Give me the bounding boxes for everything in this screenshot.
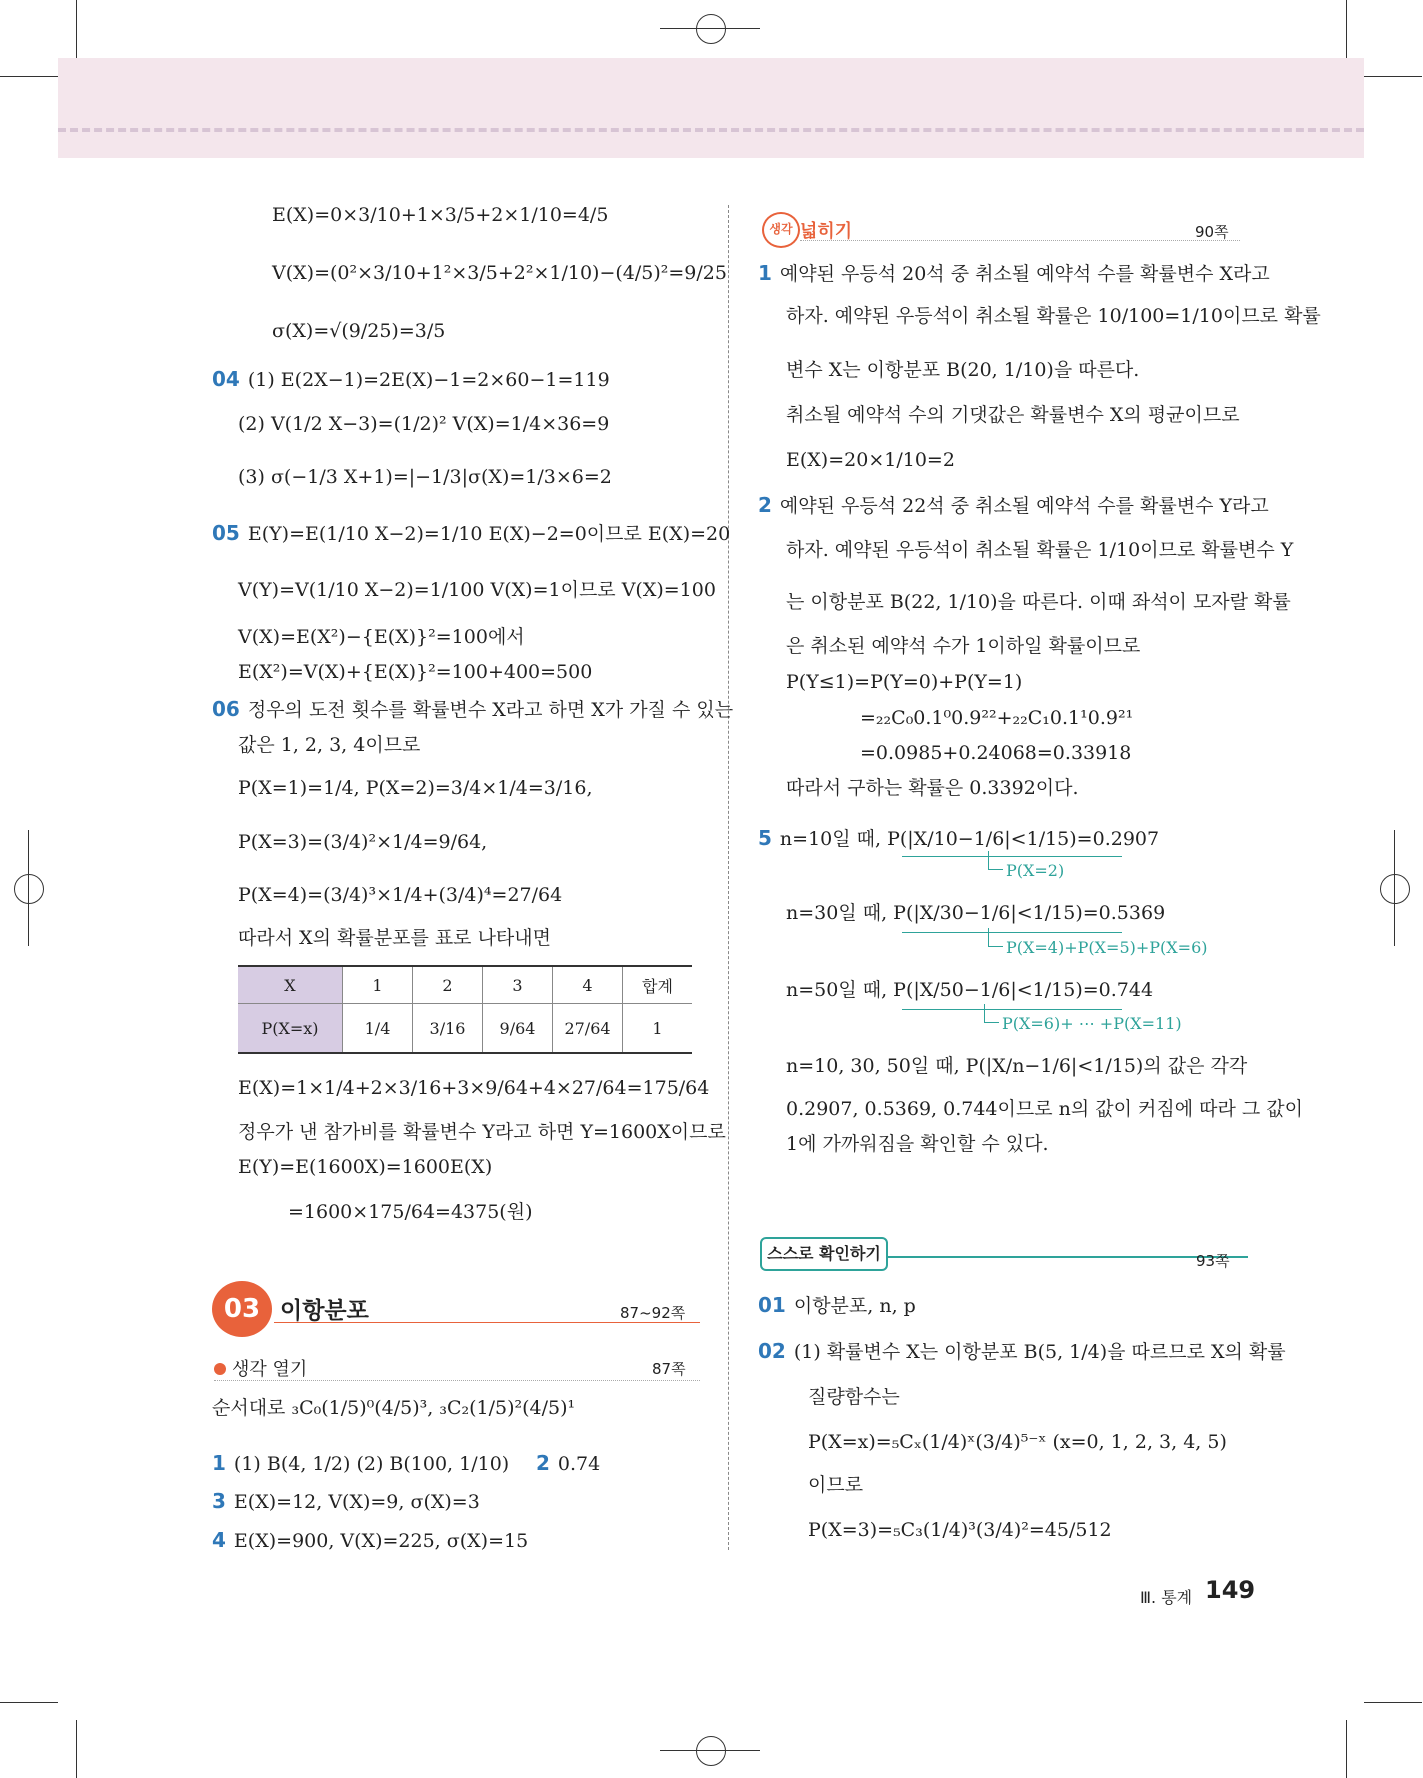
p2-line-8: 따라서 구하는 확률은 0.3392이다. [786,777,1079,799]
table-header-cell: X [238,966,343,1004]
a01 [758,1294,916,1318]
table-header-cell: 3 [483,966,553,1004]
answer-4-number: 4 [212,1528,226,1552]
p1-line-1: 예약된 우등석 20석 중 취소될 예약석 수를 확률변수 X라고 [779,263,1270,285]
p1-number: 1 [758,261,772,285]
p5 [758,827,1159,851]
q06 [212,698,733,722]
q06-after-3: E(Y)=E(1600X)=1600E(X) [238,1156,493,1178]
table-header-cell: 4 [553,966,623,1004]
p1-line-3: 변수 X는 이항분포 B(20, 1/10)을 따른다. [786,359,1140,381]
p5-underline [902,1009,1122,1010]
q06-line-5: P(X=4)=(3/4)³×1/4+(3/4)⁴=27/64 [238,884,563,906]
distribution-table [238,965,692,1054]
p2-line-7: =0.0985+0.24068=0.33918 [860,742,1132,764]
p1-line-5: E(X)=20×1/10=2 [786,449,955,471]
sub-heading-page: 87쪽 [652,1360,686,1378]
crop-mark [1346,0,1347,58]
sub-heading-rule [214,1380,700,1381]
header-band [58,58,1364,158]
column-divider [728,205,729,1550]
p5-note-1: P(X=2) [1006,861,1065,880]
section-title: 이항분포 [280,1298,369,1324]
vx-line: V(X)=(0²×3/10+1²×3/5+2²×1/10)−(4/5)²=9/25 [272,262,727,284]
p2-line-1: 예약된 우등석 22석 중 취소될 예약석 수를 확률변수 Y라고 [779,495,1269,517]
crop-mark [0,76,58,77]
table-cell: 1/4 [343,1004,413,1054]
a02-line-3: P(X=x)=₅Cₓ(1/4)ˣ(3/4)⁵⁻ˣ (x=0, 1, 2, 3, 4, 5) [808,1431,1227,1453]
q05-number: 05 [212,521,240,545]
p5-line-6: 1에 가까워짐을 확인할 수 있다. [786,1133,1049,1155]
a02 [758,1340,1286,1364]
p2-line-3: 는 이항분포 B(22, 1/10)을 따른다. 이때 좌석이 모자랄 확률 [786,591,1291,613]
registration-mark [1380,874,1410,904]
q06-line-2: 값은 1, 2, 3, 4이므로 [238,734,421,756]
table-cell: 27/64 [553,1004,623,1054]
section-pages: 87~92쪽 [620,1304,686,1322]
a02-line-2: 질량함수는 [808,1386,900,1408]
order-line: 순서대로 ₃C₀(1/5)⁰(4/5)³, ₃C₂(1/5)²(4/5)¹ [212,1397,576,1419]
q06-line-6: 따라서 X의 확률분포를 표로 나타내면 [238,927,551,949]
q05-line-2: V(Y)=V(1/10 X−2)=1/100 V(X)=1이므로 V(X)=100 [238,579,716,601]
self-check-rule [886,1256,1248,1258]
registration-mark [696,1736,726,1766]
crop-mark [1346,1720,1347,1778]
table-cell: 3/16 [413,1004,483,1054]
table-cell: 9/64 [483,1004,553,1054]
q04 [212,368,610,392]
answer-1-number: 1 [212,1451,226,1475]
p5-note-2: P(X=4)+P(X=5)+P(X=6) [1006,938,1208,957]
a01-number: 01 [758,1293,786,1317]
p5-line-5: 0.2907, 0.5369, 0.744이므로 n의 값이 커짐에 따라 그 값이 [786,1098,1303,1120]
q06-line-1: 정우의 도전 횟수를 확률변수 X라고 하면 X가 가질 수 있는 [247,699,734,721]
q05 [212,522,730,546]
p5-underline [902,932,1122,933]
self-check-label: 스스로 확인하기 [760,1237,888,1271]
table-cell: P(X=x) [238,1004,343,1054]
section-badge: 03 [212,1281,272,1337]
q06-after-4: =1600×175/64=4375(원) [288,1201,533,1223]
registration-mark [696,14,726,44]
crop-mark [1364,76,1422,77]
p5-note-3: P(X=6)+ ⋯ +P(X=11) [1002,1014,1182,1033]
crop-mark [28,830,29,946]
table-row [238,966,692,1004]
crop-mark [660,1750,760,1751]
table-cell: 1 [623,1004,693,1054]
answer-2-number: 2 [536,1451,550,1475]
table-header-cell: 2 [413,966,483,1004]
answer-4-text: E(X)=900, V(X)=225, σ(X)=15 [233,1530,529,1552]
chapter-label: Ⅲ. 통계 [1140,1588,1193,1607]
p5-underline [902,856,1122,857]
section-rule [274,1322,700,1323]
sigma-line: σ(X)=√(9/25)=3/5 [272,320,446,342]
p5-line-1: n=10일 때, P(|X/10−1/6|<1/15)=0.2907 [779,828,1160,850]
q06-number: 06 [212,697,240,721]
p5-number: 5 [758,826,772,850]
bullet-icon [214,1363,226,1375]
crop-mark [1364,1702,1422,1703]
p2-line-5: P(Y≤1)=P(Y=0)+P(Y=1) [786,671,1023,693]
answer-4 [212,1529,528,1553]
answer-1-text: (1) B(4, 1/2) (2) B(100, 1/10) [233,1453,510,1475]
ex-line-1: E(X)=0×3/10+1×3/5+2×1/10=4/5 [272,204,609,226]
a01-text: 이항분포, n, p [793,1295,916,1317]
p1 [758,262,1270,286]
q05-line-4: E(X²)=V(X)+{E(X)}²=100+400=500 [238,661,593,683]
q06-line-4: P(X=3)=(3/4)²×1/4=9/64, [238,831,488,853]
a02-line-5: P(X=3)=₅C₃(1/4)³(3/4)²=45/512 [808,1519,1112,1541]
crop-mark [660,28,760,29]
q05-line-1: E(Y)=E(1/10 X−2)=1/10 E(X)−2=0이므로 E(X)=20 [247,523,731,545]
table-header-cell: 1 [343,966,413,1004]
think-tag-icon: 생각 [762,212,800,248]
answer-3 [212,1490,480,1514]
p5-line-4: n=10, 30, 50일 때, P(|X/n−1/6|<1/15)의 값은 각각 [786,1055,1248,1077]
think-page: 90쪽 [1195,223,1229,241]
p5-line-2: n=30일 때, P(|X/30−1/6|<1/15)=0.5369 [786,902,1166,924]
think-rule [800,240,1240,241]
think-label: 넓히기 [800,221,853,242]
p2-line-4: 은 취소된 예약석 수가 1이하일 확률이므로 [786,635,1141,657]
p5-line-3: n=50일 때, P(|X/50−1/6|<1/15)=0.744 [786,979,1154,1001]
page-number: 149 [1205,1576,1256,1604]
header-dashed-rule [58,128,1364,132]
q06-after-1: E(X)=1×1/4+2×3/16+3×9/64+4×27/64=175/64 [238,1077,710,1099]
q04-number: 04 [212,367,240,391]
answer-2 [536,1452,600,1476]
sub-heading-label: 생각 열기 [232,1359,308,1380]
sub-heading [214,1355,307,1381]
p1-line-4: 취소될 예약석 수의 기댓값은 확률변수 X의 평균이므로 [786,404,1240,426]
answer-3-text: E(X)=12, V(X)=9, σ(X)=3 [233,1491,480,1513]
answer-2-text: 0.74 [557,1453,601,1475]
crop-mark [0,1702,58,1703]
q05-line-3: V(X)=E(X²)−{E(X)}²=100에서 [238,626,525,648]
a02-number: 02 [758,1339,786,1363]
registration-mark [14,874,44,904]
crop-mark [76,0,77,58]
table-header-cell: 합계 [623,966,693,1004]
crop-mark [76,1720,77,1778]
q06-line-3: P(X=1)=1/4, P(X=2)=3/4×1/4=3/16, [238,777,593,799]
answer-1 [212,1452,509,1476]
p2 [758,494,1269,518]
answer-3-number: 3 [212,1489,226,1513]
q04-part-2: (2) V(1/2 X−3)=(1/2)² V(X)=1/4×36=9 [238,413,610,435]
table-row [238,1004,692,1054]
q04-part-1: (1) E(2X−1)=2E(X)−1=2×60−1=119 [247,369,610,391]
a02-line-4: 이므로 [808,1474,864,1496]
p1-line-2: 하자. 예약된 우등석이 취소될 확률은 10/100=1/10이므로 확률 [786,305,1321,327]
q06-after-2: 정우가 낸 참가비를 확률변수 Y라고 하면 Y=1600X이므로 [238,1121,726,1143]
p2-number: 2 [758,493,772,517]
p2-line-6: =₂₂C₀0.1⁰0.9²²+₂₂C₁0.1¹0.9²¹ [860,707,1134,729]
self-check-page: 93쪽 [1196,1252,1230,1270]
a02-line-1: (1) 확률변수 X는 이항분포 B(5, 1/4)을 따르므로 X의 확률 [793,1341,1286,1363]
p2-line-2: 하자. 예약된 우등석이 취소될 확률은 1/10이므로 확률변수 Y [786,539,1294,561]
q04-part-3: (3) σ(−1/3 X+1)=|−1/3|σ(X)=1/3×6=2 [238,466,612,488]
crop-mark [1394,830,1395,946]
